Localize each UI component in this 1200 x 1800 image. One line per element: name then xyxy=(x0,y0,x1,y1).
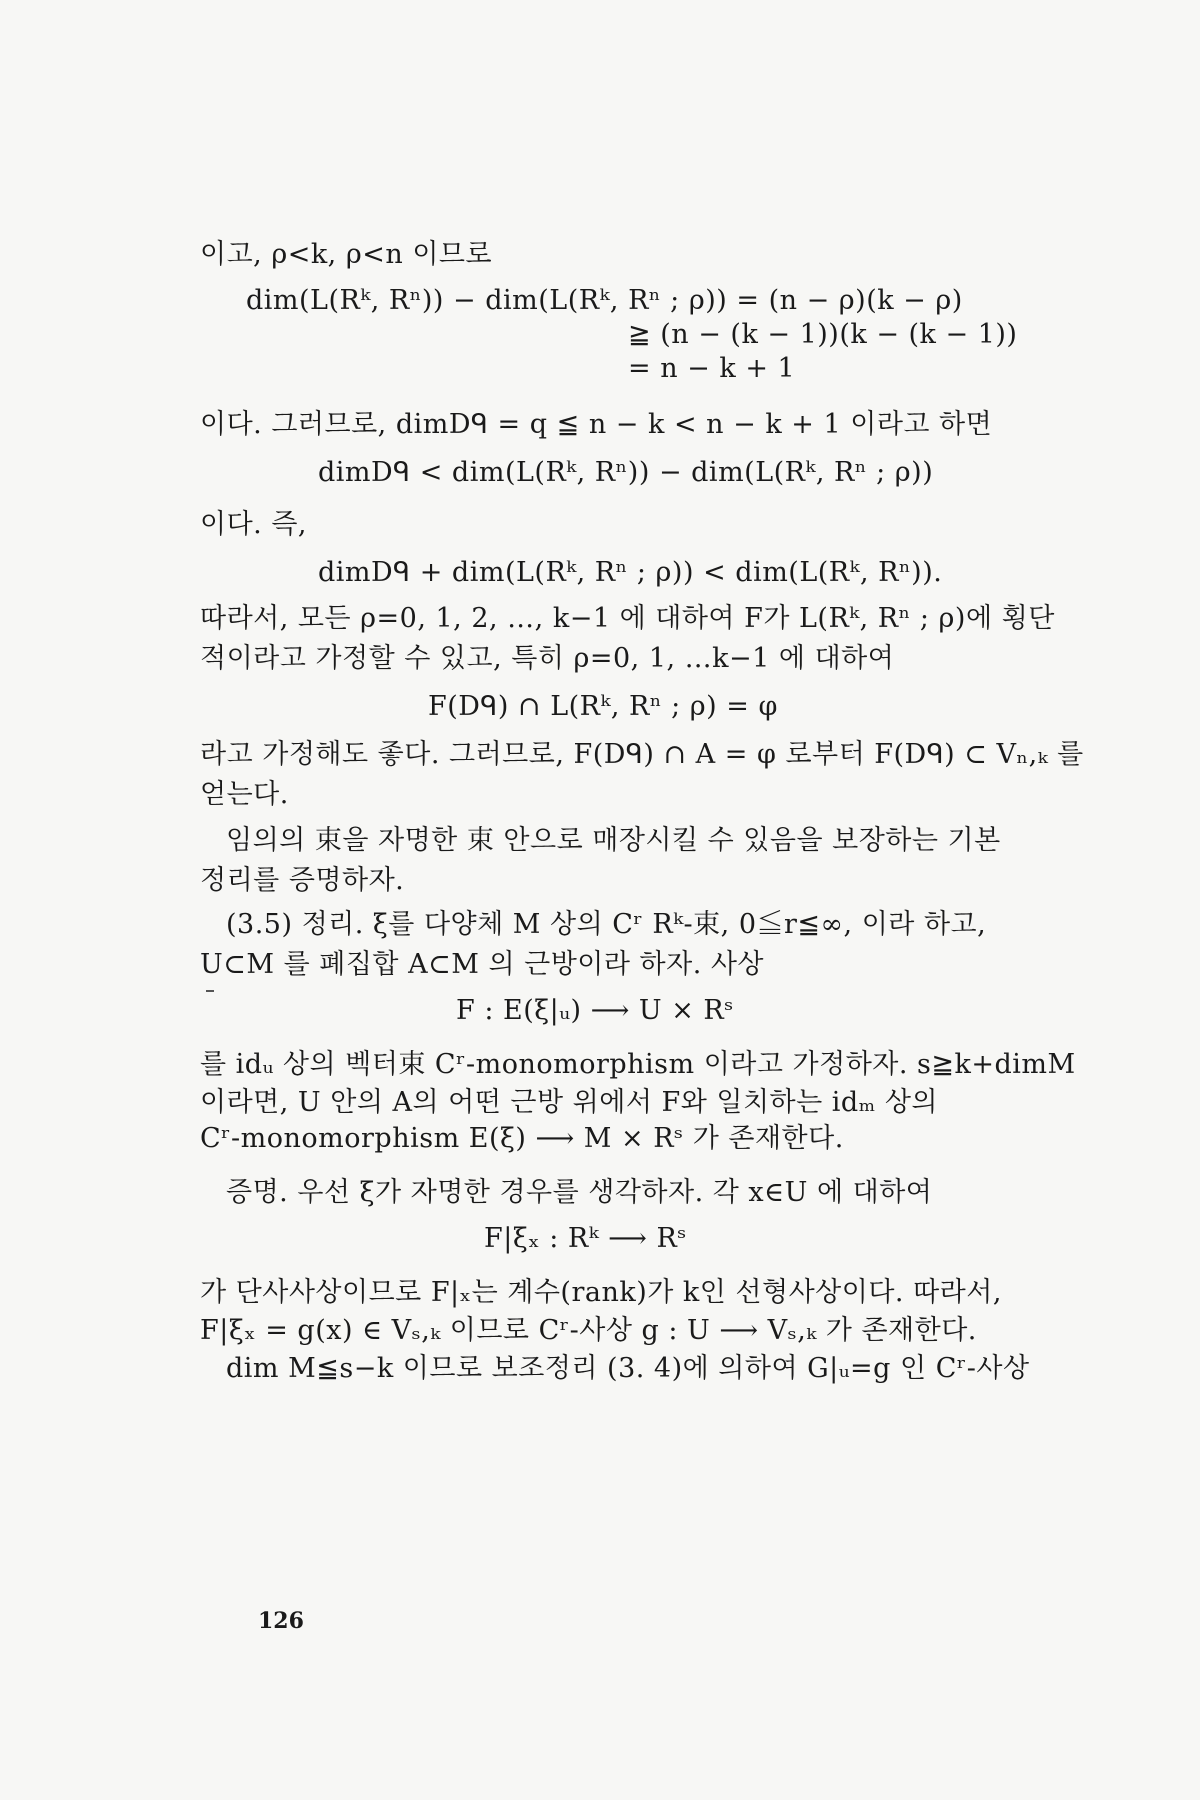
text-line: 따라서, 모든 ρ=0, 1, 2, …, k−1 에 대하여 F가 L(Rᵏ, Rⁿ ; ρ)에 횡단 xyxy=(200,603,1055,634)
equation-line: dim(L(Rᵏ, Rⁿ)) − dim(L(Rᵏ, Rⁿ ; ρ)) = (n − ρ)(k − ρ) xyxy=(246,285,963,316)
text-line: 가 단사사상이므로 F|ₓ는 계수(rank)가 k인 선형사상이다. 따라서, xyxy=(200,1277,1002,1308)
text-line: 이고, ρ<k, ρ<n 이므로 xyxy=(200,239,493,270)
text-line: dim M≦s−k 이므로 보조정리 (3. 4)에 의하여 G|ᵤ=g 인 Cʳ-사상 xyxy=(226,1353,1030,1384)
text-line: F|ξₓ = g(x) ∈ Vₛ,ₖ 이므로 Cʳ-사상 g : U ⟶ Vₛ,ₖ 가 존재한다. xyxy=(200,1315,977,1346)
text-line: 얻는다. xyxy=(200,779,289,810)
theorem-heading-line: (3.5) 정리. ξ를 다양체 M 상의 Cʳ Rᵏ-束, 0≦r≦∞, 이라 하고, xyxy=(226,909,987,940)
equation-line: ≧ (n − (k − 1))(k − (k − 1)) xyxy=(628,319,1018,350)
text-line: 를 idᵤ 상의 벡터束 Cʳ-monomorphism 이라고 가정하자. s≧k+dimM xyxy=(200,1049,1076,1080)
equation-line: F : E(ξ|ᵤ) ⟶ U × Rˢ xyxy=(456,995,734,1026)
text-line: 이다. 그러므로, dimDᑫ = q ≦ n − k < n − k + 1 이라고 하면 xyxy=(200,409,993,440)
equation-line: = n − k + 1 xyxy=(628,353,796,384)
text-line: 이다. 즉, xyxy=(200,509,307,540)
text-line: 정리를 증명하자. xyxy=(200,865,405,896)
text-line: 라고 가정해도 좋다. 그러므로, F(Dᑫ) ∩ A = φ 로부터 F(Dᑫ) ⊂ Vₙ,ₖ 를 xyxy=(200,739,1084,770)
text-line: U⊂M 를 폐집합 A⊂M 의 근방이라 하자. 사상 xyxy=(200,949,765,980)
equation-line: F|ξₓ : Rᵏ ⟶ Rˢ xyxy=(484,1223,687,1254)
text-line: 적이라고 가정할 수 있고, 특히 ρ=0, 1, …k−1 에 대하여 xyxy=(200,643,895,674)
text-line: 이라면, U 안의 A의 어떤 근방 위에서 F와 일치하는 idₘ 상의 xyxy=(200,1087,939,1118)
equation-line: F(Dᑫ) ∩ L(Rᵏ, Rⁿ ; ρ) = φ xyxy=(428,691,778,722)
text-line: Cʳ-monomorphism E(ξ) ⟶ M × Rˢ 가 존재한다. xyxy=(200,1123,844,1154)
proof-heading-line: 증명. 우선 ξ가 자명한 경우를 생각하자. 각 x∈U 에 대하여 xyxy=(226,1177,933,1208)
margin-mark xyxy=(206,990,214,992)
page-number: 126 xyxy=(258,1608,304,1634)
equation-line: dimDᑫ < dim(L(Rᵏ, Rⁿ)) − dim(L(Rᵏ, Rⁿ ; ρ)) xyxy=(318,457,934,488)
equation-line: dimDᑫ + dim(L(Rᵏ, Rⁿ ; ρ)) < dim(L(Rᵏ, Rⁿ)). xyxy=(318,557,943,588)
text-line: 임의의 束을 자명한 束 안으로 매장시킬 수 있음을 보장하는 기본 xyxy=(226,825,1001,856)
